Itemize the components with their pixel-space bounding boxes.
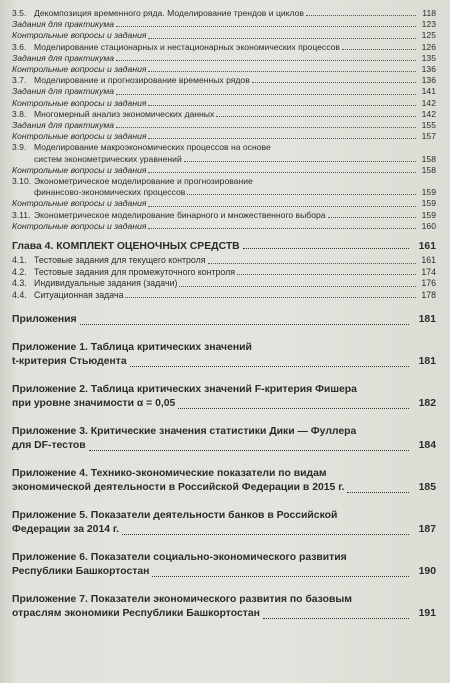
appendix-entry[interactable]: Приложение 2. Таблица критических значений F-критерия Фишера при уровне значимости α = 0,05 182 (12, 383, 436, 412)
page-number: 181 (418, 314, 436, 326)
page-number: 161 (421, 255, 436, 266)
page-number: 159 (421, 187, 436, 198)
page-number: 126 (421, 41, 436, 52)
toc-entry[interactable]: 4.4. Ситуационная задача 178 (12, 289, 436, 300)
page-number: 159 (421, 198, 436, 209)
page-number: 185 (418, 482, 436, 494)
appendix-entry[interactable]: Приложение 7. Показатели экономического развития по базовым отраслям экономики Республики Башкортостан 191 (12, 593, 436, 622)
page-number: 176 (421, 278, 436, 289)
toc-entry[interactable]: 3.8. Многомерный анализ экономических данных 142 (12, 108, 436, 119)
page-number: 158 (421, 153, 436, 164)
toc-entry[interactable]: Задания для практикума 135 (12, 52, 436, 63)
page-number: 158 (421, 164, 436, 175)
page-number: 174 (421, 266, 436, 277)
page-number: 160 (421, 220, 436, 231)
page-number: 141 (421, 86, 436, 97)
page-number: 118 (422, 8, 436, 18)
appendix-entry[interactable]: Приложение 1. Таблица критических значений t-критерия Стьюдента 181 (12, 341, 436, 370)
page-number: 157 (421, 131, 436, 142)
toc-entry[interactable]: 3.10. Эконометрическое моделирование и прогнозирование финансово-экономических процессов 159 (12, 176, 436, 198)
appendix-entry[interactable]: Приложение 3. Критические значения статистики Дики — Фуллера для DF-тестов 184 (12, 425, 436, 454)
toc-entry[interactable]: 4.2. Тестовые задания для промежуточного контроля 174 (12, 266, 436, 277)
page-number: 181 (418, 356, 436, 368)
page-number: 125 (421, 30, 436, 41)
chapter-heading[interactable]: Глава 4. КОМПЛЕКТ ОЦЕНОЧНЫХ СРЕДСТВ 161 (12, 241, 436, 253)
toc-entry[interactable]: Контрольные вопросы и задания 158 (12, 164, 436, 175)
page-number: 136 (421, 64, 436, 75)
toc-entry[interactable]: 3.5. Декомпозиция временного ряда. Моделирование трендов и циклов 118 (12, 8, 436, 18)
page-number: 136 (421, 75, 436, 86)
appendix-heading[interactable]: Приложения 181 (12, 313, 436, 328)
toc-entry[interactable]: Контрольные вопросы и задания 157 (12, 131, 436, 142)
toc-entry[interactable]: Контрольные вопросы и задания 125 (12, 30, 436, 41)
page-number: 123 (421, 19, 436, 30)
page-number: 190 (418, 566, 436, 578)
page-number: 142 (421, 97, 436, 108)
page-number: 182 (418, 398, 436, 410)
page-number: 184 (418, 440, 436, 452)
toc-entry[interactable]: Контрольные вопросы и задания 142 (12, 97, 436, 108)
page-number: 159 (421, 209, 436, 220)
toc-entry[interactable]: 3.9. Моделирование макроэкономических процессов на основе систем эконометрических уравнений 158 (12, 142, 436, 164)
toc-entry[interactable]: 3.11. Эконометрическое моделирование бинарного и множественного выбора 159 (12, 209, 436, 220)
toc-entry[interactable]: 3.7. Моделирование и прогнозирование временных рядов 136 (12, 75, 436, 86)
toc-entry[interactable]: 4.3. Индивидуальные задания (задачи) 176 (12, 278, 436, 289)
appendix-entry[interactable]: Приложение 5. Показатели деятельности банков в Российской Федерации за 2014 г. 187 (12, 509, 436, 538)
toc-entry[interactable]: 3.6. Моделирование стационарных и нестационарных экономических процессов 126 (12, 41, 436, 52)
page-number: 161 (418, 241, 436, 253)
page-number: 178 (421, 289, 436, 300)
page-number: 187 (418, 524, 436, 536)
toc-entry[interactable]: Задания для практикума 123 (12, 19, 436, 30)
toc-entry[interactable]: 4.1. Тестовые задания для текущего контроля 161 (12, 255, 436, 266)
toc-entry[interactable]: Задания для практикума 155 (12, 120, 436, 131)
toc-entry[interactable]: Контрольные вопросы и задания 160 (12, 220, 436, 231)
page-number: 155 (421, 120, 436, 131)
page-number: 142 (421, 108, 436, 119)
appendix-entry[interactable]: Приложение 6. Показатели социально-экономического развития Республики Башкортостан 190 (12, 551, 436, 580)
toc-entry[interactable]: Контрольные вопросы и задания 136 (12, 64, 436, 75)
toc-entry[interactable]: Задания для практикума 141 (12, 86, 436, 97)
page-number: 135 (421, 52, 436, 63)
page-number: 191 (418, 608, 436, 620)
toc-entry[interactable]: Контрольные вопросы и задания 159 (12, 198, 436, 209)
appendix-entry[interactable]: Приложение 4. Технико-экономические показатели по видам экономической деятельности в Российской Федерации в 2015 г. 185 (12, 467, 436, 496)
